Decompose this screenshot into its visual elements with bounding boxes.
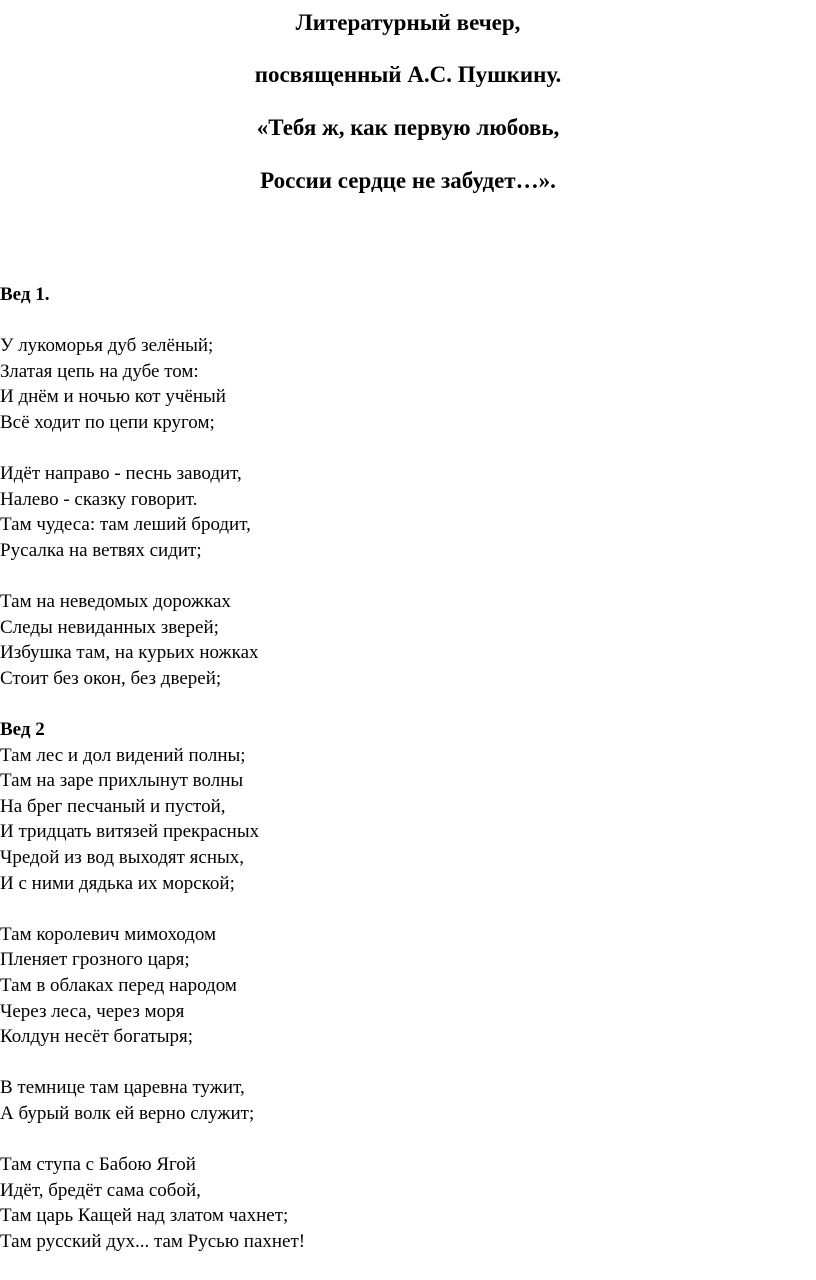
- poem-line: У лукоморья дуб зелёный;: [0, 335, 214, 357]
- poem-line: Через леса, через моря: [0, 1000, 185, 1022]
- stanza: [0, 461, 816, 563]
- title-line-1: Литературный вечер,: [295, 10, 521, 35]
- poem-line: Златая цепь на дубе том:: [0, 360, 199, 382]
- poem-line: Там царь Кащей над златом чахнет;: [0, 1205, 289, 1227]
- stanza: [0, 589, 816, 691]
- poem-line: На брег песчаный и пустой,: [0, 795, 226, 817]
- poem-line: Там чудеса: там леший бродит,: [0, 514, 251, 536]
- poem-line: Там на заре прихлынут волны: [0, 770, 244, 792]
- poem-line: И с ними дядька их морской;: [0, 872, 235, 894]
- poem-line: В темнице там царевна тужит,: [0, 1077, 245, 1099]
- poem-line: Колдун несёт богатыря;: [0, 1026, 194, 1048]
- poem-line: Там лес и дол видений полны;: [0, 744, 246, 766]
- poem-line: Там на неведомых дорожках: [0, 591, 231, 613]
- stanza: [0, 743, 816, 897]
- poem-line: Там русский дух... там Русью пахнет!: [0, 1230, 306, 1252]
- stanza: [0, 333, 816, 435]
- poem-line: А бурый волк ей верно служит;: [0, 1103, 255, 1124]
- title-line-3: «Тебя ж, как первую любовь,: [256, 115, 560, 140]
- speaker-label-2: Вед 2: [0, 719, 45, 741]
- poem-line: И тридцать витязей прекрасных: [0, 821, 260, 843]
- poem-line: Там в облаках перед народом: [0, 975, 237, 997]
- poem-line: И днём и ночью кот учёный: [0, 386, 226, 408]
- poem-line: Следы невиданных зверей;: [0, 616, 219, 638]
- poem-line: Там королевич мимоходом: [0, 923, 217, 945]
- title-line-4: России сердце не забудет…».: [260, 168, 556, 193]
- poem-body: [0, 282, 816, 1280]
- poem-line: Идёт направо - песнь заводит,: [0, 463, 242, 485]
- title-line-2: посвященный А.С. Пушкину.: [254, 62, 562, 87]
- poem-line: Всё ходит по цепи кругом;: [0, 411, 215, 433]
- poem-line: Избушка там, на курьих ножках: [0, 642, 259, 664]
- poem-line: Русалка на ветвях сидит;: [0, 539, 202, 561]
- poem-line: Идёт, бредёт сама собой,: [0, 1179, 201, 1201]
- stanza: [0, 1075, 816, 1126]
- poem-line: Налево - сказку говорит.: [0, 488, 198, 510]
- stanza: [0, 922, 816, 1050]
- spacer: [0, 308, 816, 334]
- poem-line: Там ступа с Бабою Ягой: [0, 1154, 196, 1176]
- stanza: [0, 1152, 816, 1254]
- speaker-label-1: Вед 1.: [0, 284, 50, 305]
- poem-line: Стоит без окон, без дверей;: [0, 667, 222, 689]
- poem-line: Пленяет грозного царя;: [0, 949, 190, 971]
- poem-line: Чредой из вод выходят ясных,: [0, 847, 245, 869]
